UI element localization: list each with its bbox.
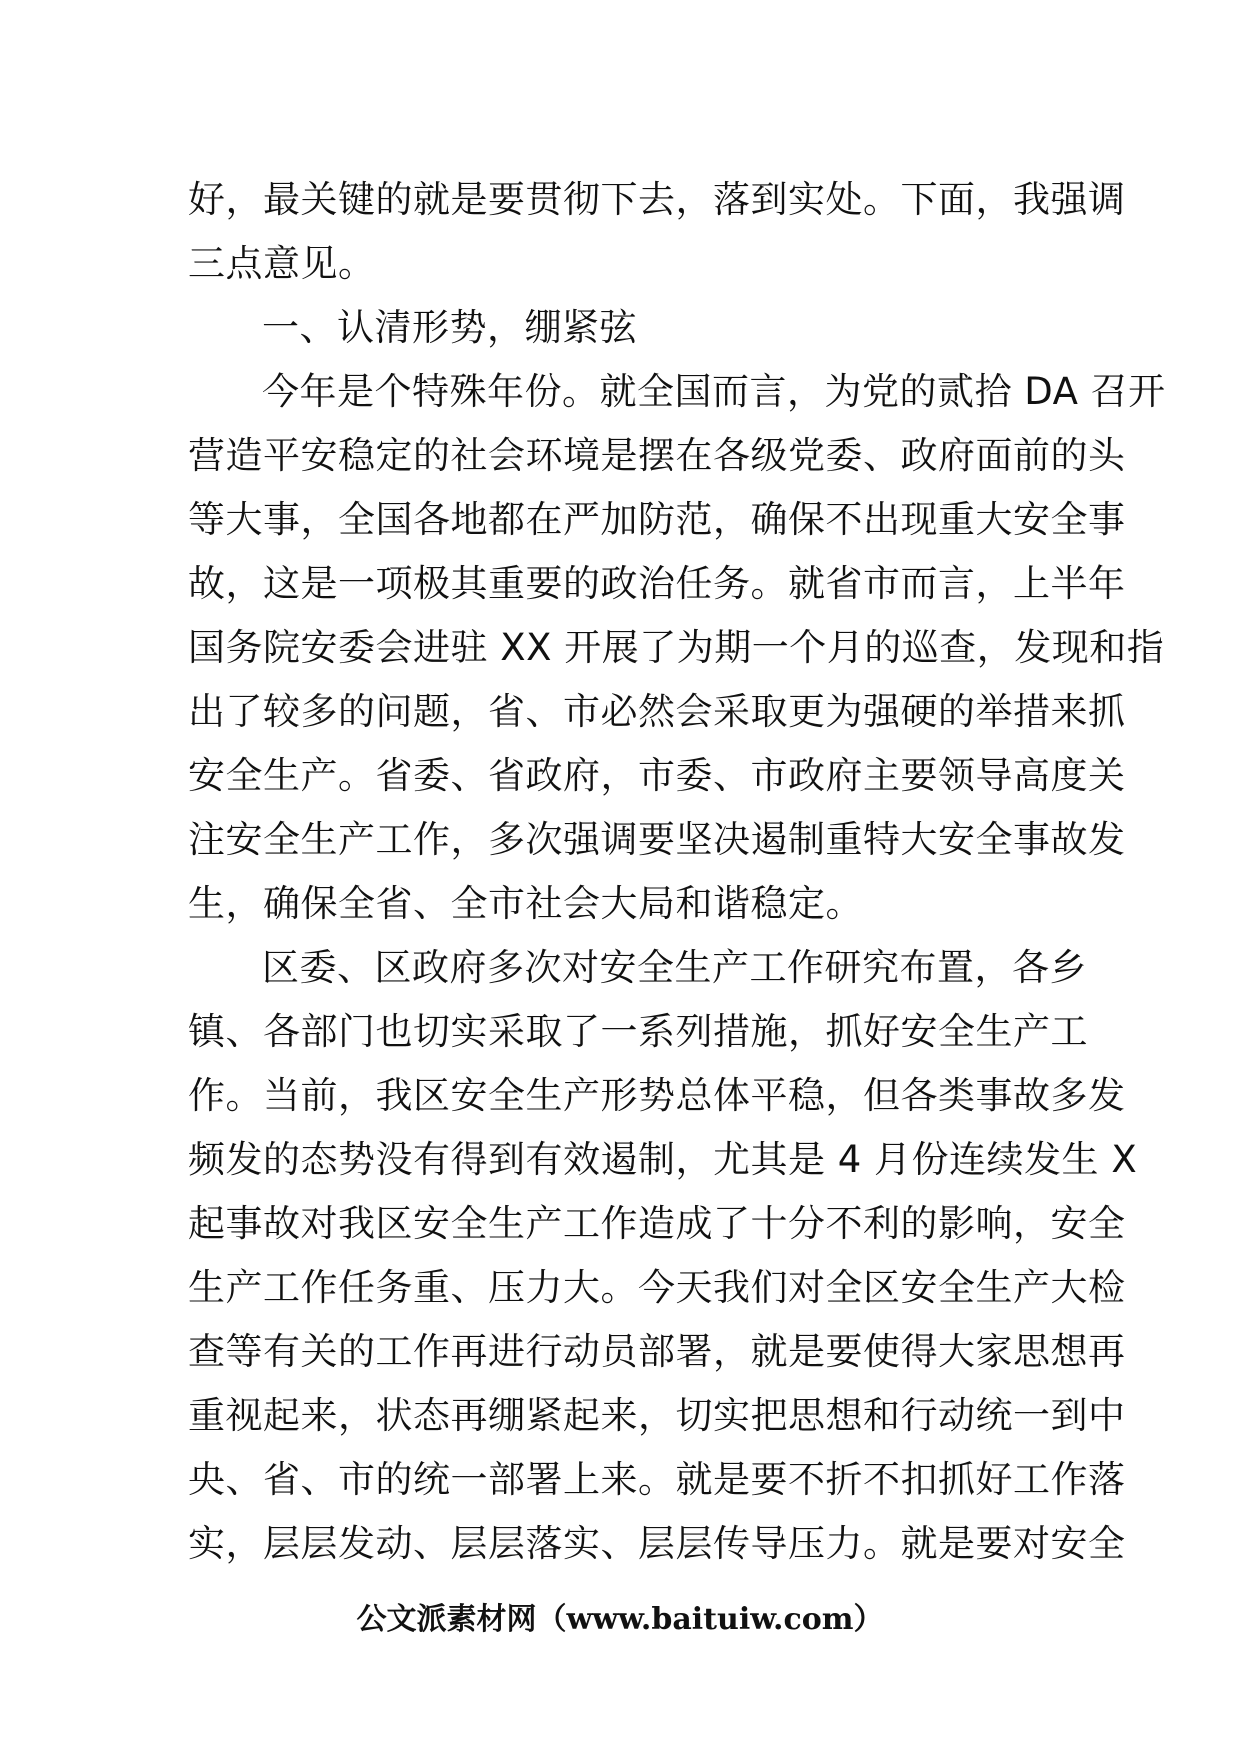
footer-watermark: 公文派素材网（www.baituiw.com）: [356, 1602, 884, 1637]
text-line: 三点意见。: [188, 242, 376, 285]
text-line: 频发的态势没有得到有效遏制，尤其是 4 月份连续发生 X: [188, 1138, 1138, 1181]
section-heading: 一、认清形势，绷紧弦: [262, 306, 637, 349]
text-line: 故，这是一项极其重要的政治任务。就省市而言，上半年: [188, 562, 1126, 605]
text-line: 今年是个特殊年份。就全国而言，为党的贰拾 DA 召开: [262, 370, 1166, 413]
text-line: 重视起来，状态再绷紧起来，切实把思想和行动统一到中: [188, 1394, 1126, 1437]
text-line: 作。当前，我区安全生产形势总体平稳，但各类事故多发: [188, 1074, 1126, 1117]
text-line: 央、省、市的统一部署上来。就是要不折不扣抓好工作落: [188, 1458, 1126, 1501]
text-line: 国务院安委会进驻 XX 开展了为期一个月的巡查，发现和指: [188, 626, 1165, 669]
text-line: 好，最关键的就是要贯彻下去，落到实处。下面，我强调: [188, 178, 1126, 221]
text-line: 生，确保全省、全市社会大局和谐稳定。: [188, 882, 863, 925]
text-line: 区委、区政府多次对安全生产工作研究布置，各乡: [262, 946, 1087, 989]
text-line: 出了较多的问题，省、市必然会采取更为强硬的举措来抓: [188, 690, 1126, 733]
text-line: 实，层层发动、层层落实、层层传导压力。就是要对安全: [188, 1522, 1126, 1565]
text-line: 注安全生产工作，多次强调要坚决遏制重特大安全事故发: [188, 818, 1126, 861]
text-line: 等大事，全国各地都在严加防范，确保不出现重大安全事: [188, 498, 1126, 541]
text-line: 生产工作任务重、压力大。今天我们对全区安全生产大检: [188, 1266, 1126, 1309]
text-line: 查等有关的工作再进行动员部署，就是要使得大家思想再: [188, 1330, 1126, 1373]
text-line: 镇、各部门也切实采取了一系列措施，抓好安全生产工: [188, 1010, 1088, 1053]
document-body: [188, 168, 1166, 1576]
text-line: 安全生产。省委、省政府，市委、市政府主要领导高度关: [188, 754, 1126, 797]
paragraph-1: [188, 360, 1166, 936]
text-line: 营造平安稳定的社会环境是摆在各级党委、政府面前的头: [188, 434, 1126, 477]
text-line: 起事故对我区安全生产工作造成了十分不利的影响，安全: [188, 1202, 1126, 1245]
paragraph-2: [188, 936, 1138, 1576]
